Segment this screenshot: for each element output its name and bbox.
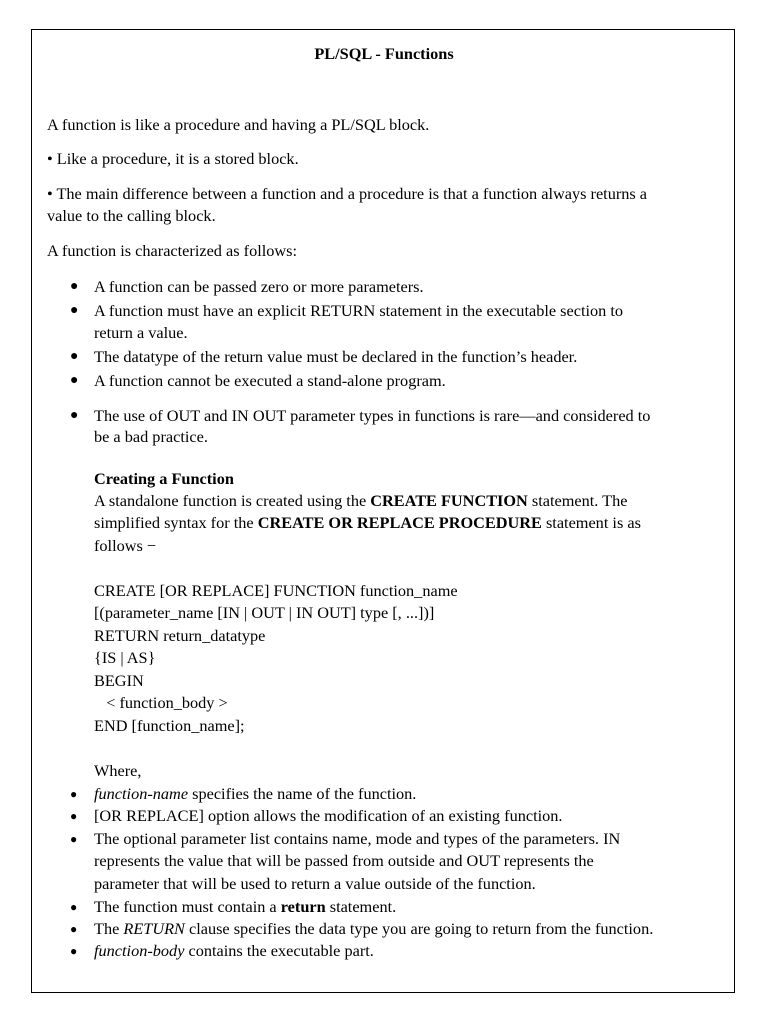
bullet-dot-icon: ● (70, 349, 79, 364)
list-item: The use of OUT and IN OUT parameter types in functions is rare—and considered to (94, 406, 651, 425)
syntax-line: END [function_name]; (94, 716, 245, 735)
bullet-dot-icon: ● (70, 900, 78, 914)
bullet-dot-icon: ● (70, 809, 78, 823)
list-item-continuation: return a value. (94, 323, 188, 342)
syntax-line: CREATE [OR REPLACE] FUNCTION function_name (94, 581, 458, 600)
bullet-dot-icon: ● (70, 279, 79, 294)
section-heading-creating-function: Creating a Function (94, 469, 234, 488)
syntax-line: [(parameter_name [IN | OUT | IN OUT] type [, ...])] (94, 603, 435, 622)
bullet-dot-icon: ● (70, 408, 79, 423)
where-item-continuation: represents the value that will be passed from outside and OUT represents the (94, 851, 594, 870)
list-item: The datatype of the return value must be declared in the function’s header. (94, 347, 578, 366)
creating-text-line3: follows − (94, 536, 157, 555)
syntax-line: RETURN return_datatype (94, 626, 266, 645)
where-item: The optional parameter list contains name, mode and types of the parameters. IN (94, 829, 621, 848)
list-item: A function cannot be executed a stand-alone program. (94, 371, 446, 390)
intro-bullet-difference-line1: • The main difference between a function and a procedure is that a function always returns a (47, 184, 648, 203)
creating-text-line2: simplified syntax for the CREATE OR REPLACE PROCEDURE statement is as (94, 513, 641, 532)
where-item-continuation: parameter that will be used to return a value outside of the function. (94, 874, 536, 893)
syntax-line: {IS | AS} (94, 648, 156, 667)
bullet-dot-icon: ● (70, 303, 79, 318)
where-item: The function must contain a return statement. (94, 897, 397, 916)
where-item: function-body contains the executable part. (94, 941, 374, 960)
where-item: [OR REPLACE] option allows the modification of an existing function. (94, 806, 563, 825)
list-item: A function must have an explicit RETURN statement in the executable section to (94, 301, 624, 320)
bullet-dot-icon: ● (70, 922, 78, 936)
intro-bullet-stored-block: • Like a procedure, it is a stored block. (47, 149, 299, 168)
syntax-line: < function_body > (94, 693, 228, 712)
page-title: PL/SQL - Functions (314, 44, 454, 63)
bullet-dot-icon: ● (70, 373, 79, 388)
intro-bullet-difference-line2: value to the calling block. (47, 206, 216, 225)
bullet-dot-icon: ● (70, 787, 78, 801)
creating-text-line1: A standalone function is created using the CREATE FUNCTION statement. The (94, 491, 628, 510)
bullet-dot-icon: ● (70, 944, 78, 958)
intro-paragraph: A function is like a procedure and having a PL/SQL block. (47, 115, 430, 134)
list-item: A function can be passed zero or more parameters. (94, 277, 424, 296)
where-label: Where, (94, 761, 142, 780)
bullet-dot-icon: ● (70, 832, 78, 846)
document-page (31, 29, 735, 993)
characterized-heading: A function is characterized as follows: (47, 241, 298, 260)
where-item: The RETURN clause specifies the data type you are going to return from the function. (94, 919, 654, 938)
syntax-line: BEGIN (94, 671, 144, 690)
where-item: function-name specifies the name of the function. (94, 784, 417, 803)
list-item-continuation: be a bad practice. (94, 427, 208, 446)
